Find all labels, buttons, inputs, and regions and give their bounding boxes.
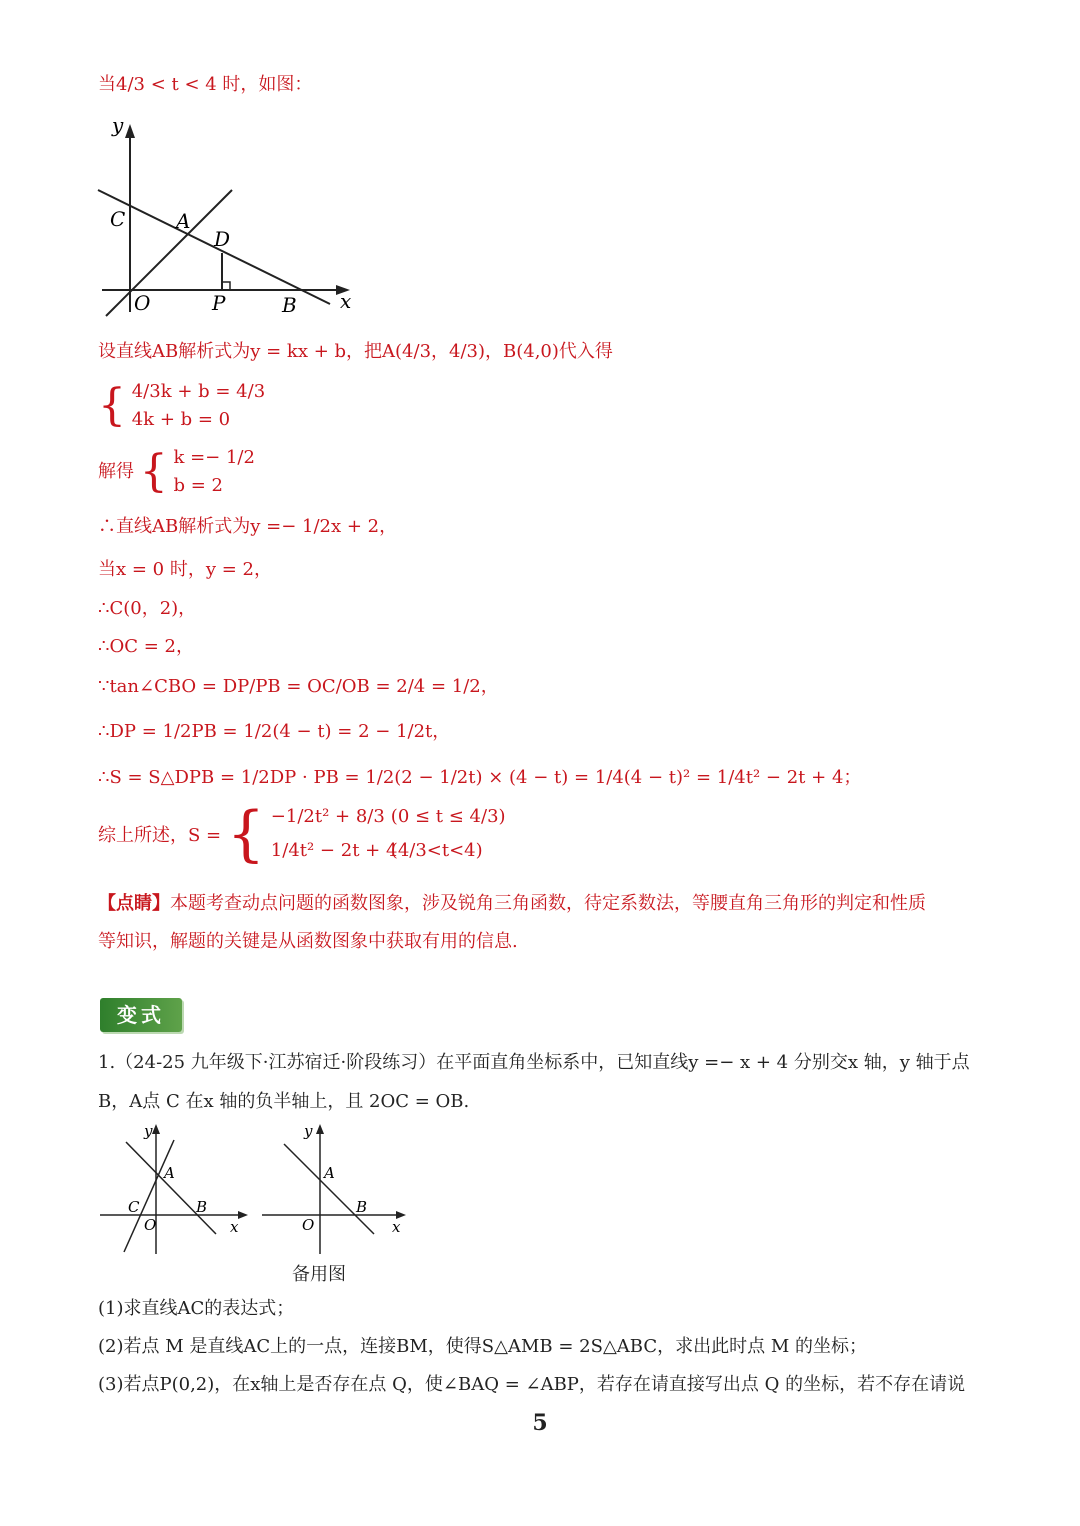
fig2-label-o: O xyxy=(144,1216,157,1234)
fig3-label-b: B xyxy=(356,1198,368,1216)
equation-system-2: 解得 { k =− 1/2 b = 2 xyxy=(98,444,255,500)
fig1-label-b: B xyxy=(282,293,297,317)
fig2-label-x: x xyxy=(230,1218,239,1236)
question-3: (3)若点P(0,2)，在x轴上是否存在点 Q，使∠BAQ = ∠ABP，若存在请直接写出点 Q 的坐标，若不存在请说 xyxy=(98,1374,966,1395)
area-line: ∴S = S△DPB = 1/2DP · PB = 1/2(2 − 1/2t) × (4 − t) = 1/4(4 − t)² = 1/4t² − 2t + 4； xyxy=(98,767,862,788)
comment-line-1 xyxy=(98,889,926,915)
fig3-label-y: y xyxy=(304,1122,313,1140)
system2-eq2: b = 2 xyxy=(173,475,223,496)
equation-system-1: { 4/3k + b = 4/3 4k + b = 0 xyxy=(98,378,265,434)
backup-caption: 备用图 xyxy=(292,1264,346,1285)
fig2-label-y: y xyxy=(144,1122,153,1140)
solve-label: 解得 xyxy=(98,461,134,482)
fig3-label-x: x xyxy=(392,1218,401,1236)
question-2: (2)若点 M 是直线AC上的一点，连接BM，使得S△AMB = 2S△ABC，求出此时点 M 的坐标； xyxy=(98,1336,867,1357)
comment-line-2: 等知识，解题的关键是从函数图象中获取有用的信息. xyxy=(98,931,518,952)
tan-line: ∵tan∠CBO = DP/PB = OC/OB = 2/4 = 1/2， xyxy=(98,676,499,697)
fig1-label-y: y xyxy=(112,113,124,137)
dp-line: ∴DP = 1/2PB = 1/2(4 − t) = 2 − 1/2t， xyxy=(98,721,451,742)
piece-2: 1/4t² − 2t + 4 xyxy=(270,840,398,861)
system2-eq1: k =− 1/2 xyxy=(173,447,255,468)
oc-length: ∴OC = 2， xyxy=(98,636,194,657)
page-number: 5 xyxy=(532,1410,548,1436)
variant-badge: 变式 xyxy=(100,998,182,1032)
figure-variant-main xyxy=(96,1120,256,1260)
summary-label: 综上所述，S = xyxy=(98,825,222,846)
comment-text-1: 本题考查动点问题的函数图象，涉及锐角三角函数，待定系数法，等腰直角三角形的判定和性质 xyxy=(170,893,926,914)
step-set-line: 设直线AB解析式为y = kx + b，把A(4/3，4/3)，B(4,0)代入得 xyxy=(98,341,613,362)
figure-variant-backup xyxy=(258,1120,418,1260)
figure-graph-1 xyxy=(92,112,362,322)
piece-1-cond: (0 ≤ t ≤ 4/3) xyxy=(390,806,506,827)
when-x-zero: 当x = 0 时，y = 2， xyxy=(98,559,272,580)
case-intro: 当4/3 < t < 4 时，如图： xyxy=(98,74,313,95)
point-c: ∴C(0，2)， xyxy=(98,598,197,619)
fig1-label-d: D xyxy=(214,227,231,251)
system1-eq1: 4/3k + b = 4/3 xyxy=(131,381,266,402)
question-1: (1)求直线AC的表达式； xyxy=(98,1298,295,1319)
fig2-label-c: C xyxy=(128,1198,140,1216)
piece-1: −1/2t² + 8/3 xyxy=(270,806,385,827)
fig1-label-x: x xyxy=(340,289,352,313)
fig1-label-c: C xyxy=(110,207,126,231)
fig3-label-a: A xyxy=(324,1164,335,1182)
comment-tag: 【点睛】 xyxy=(98,893,170,914)
problem-line-1: 1.（24-25 九年级下·江苏宿迁·阶段练习）在平面直角坐标系中，已知直线y =− x + 4 分别交x 轴，y 轴于点 xyxy=(98,1052,970,1073)
fig1-label-a: A xyxy=(176,209,191,233)
piecewise-summary: 综上所述，S = { −1/2t² + 8/3 (0 ≤ t ≤ 4/3) 1/4t² − 2t + 4(4/3<t<4) xyxy=(98,799,506,869)
fig2-label-b: B xyxy=(196,1198,208,1216)
fig3-label-o: O xyxy=(302,1216,315,1234)
fig1-label-p: P xyxy=(212,291,226,315)
piece-2-cond: (4/3<t<4) xyxy=(390,840,483,861)
fig1-label-o: O xyxy=(134,291,151,315)
system1-eq2: 4k + b = 0 xyxy=(131,409,231,430)
line-ab-result: ∴直线AB解析式为y =− 1/2x + 2， xyxy=(98,516,398,537)
fig2-label-a: A xyxy=(164,1164,175,1182)
problem-line-2: B，A点 C 在x 轴的负半轴上，且 2OC = OB. xyxy=(98,1091,470,1112)
